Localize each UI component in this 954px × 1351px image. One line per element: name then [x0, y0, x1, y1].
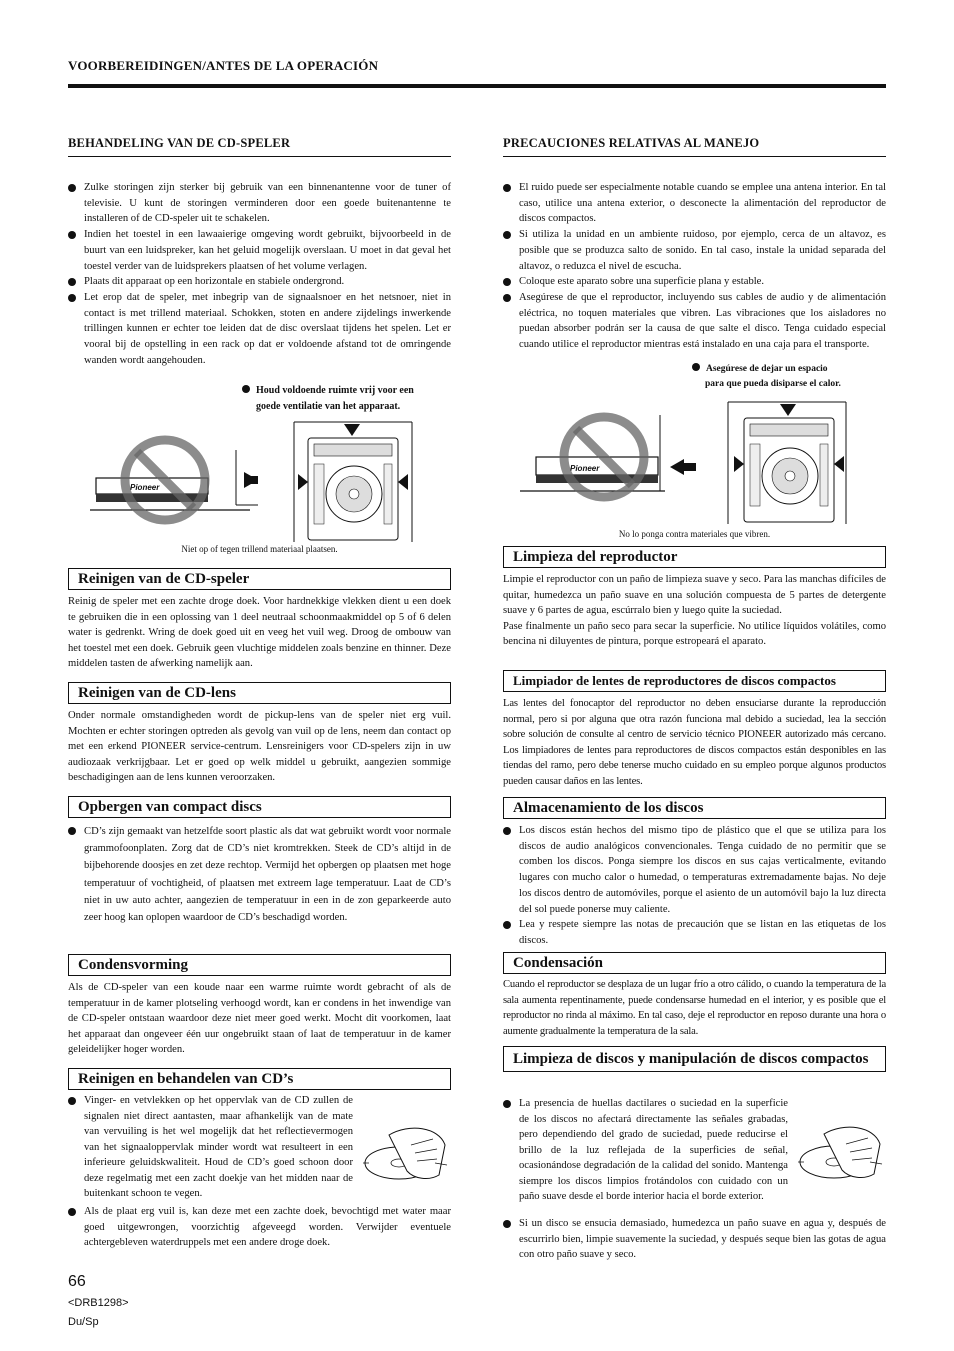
document-code: <DRB1298> [68, 1297, 129, 1309]
section-body-condensvorming: Als de CD-speler van een koude naar een warme ruimte wordt gebracht of als de temperatuur in de kamer plotseling verhoogd wordt, kan er condens in het inwendige van de CD-speler ontstaan waardoor deze niet meer goed werkt. Mocht dit voorkomen, laat het apparaat dan ongeveer één uur ongebruikt staan of laat de temperatuur in de kamer geleidelijker hoger worden. [68, 982, 451, 1055]
bullet-icon [68, 827, 76, 835]
bullet-icon [68, 294, 76, 302]
cd-player-ventilation-illustration-es [722, 398, 856, 526]
bullet-icon [503, 827, 511, 835]
page-header-title: VOORBEREIDINGEN/ANTES DE LA OPERACIÓN [68, 58, 379, 73]
list-item: Asegúrese de que el reproductor, incluyendo sus cables de audio y de alimentación eléctrica, no toquen materiales que vibren. Las vibraciones que los aisladores no puedan absorber podrán ser la causa de que salte el disco. Tenga cuidado especial cuando utilice el reproductor mientras está instalado en una caja para el transporte. [503, 290, 886, 353]
section-body-limpiador-lentes: Las lentes del fonocaptor del reproductor no deben ensuciarse durante la reproducción normal, pero si por alguna que otra razón funciona mal debido a suciedad, lea la sección sobre solución de consulte al centro de servicio técnico PIONEER autorizado más cercano. Los limpiadores de lentes para reproductores de discos compactos están desponibles en las tiendas del ramo, pero debe tenerse mucho cuidado en su empleo porque algunos productos pueden causar daños en las lentes. [503, 698, 886, 787]
section-body-limpieza-reproductor: Limpie el reproductor con un paño de limpieza suave y seco. Para las manchas difíciles de quitar, humedezca un paño suave en una solución compuesta de 5 partes de detergente suave y 6 partes de agua, escúrralo bien y luego quite la suciedad. Pase finalmente un paño seco para secar la superficie. No utilice líquidos volátiles, como bencina ni diluyentes de pintura, porque estropeará el aparato. [503, 574, 887, 647]
section-title-condensvorming: Condensvorming [68, 954, 451, 976]
right-figure-caption: No lo ponga contra materiales que vibren. [618, 529, 771, 539]
left-bullet-list [68, 180, 451, 368]
bullet-icon [68, 1097, 76, 1105]
section-body-reinigen-speler: Reinig de speler met een zachte droge doek. Voor hardnekkige vlekken dient u een doek te gebruiken die in een oplossing van 1 deel neutraal schoonmaakmiddel op 5 of 6 delen water is gedrenkt. Wring de doek goed uit en veeg het vuil weg. Droog de ombouw van het toestel met een doek. Gebruik geen vluchtige middelen zoals benzine en thinner. Deze middelen tasten de afwerking namelijk aan. [68, 596, 451, 669]
limpieza-discos-bullet-2: Si un disco se ensucia demasiado, humedezca un paño suave en agua y, después de escurrirlo bien, limpie suavemente la suciedad, y después seque bien las gotas de agua con otro paño suave y seco. [519, 1216, 886, 1263]
bullet-icon [503, 1220, 511, 1228]
opbergen-bullet-list [68, 823, 451, 926]
list-item: Let erop dat de speler, met inbegrip van de signaalsnoer en het netsnoer, niet in contact is met trillend materiaal. Schokken, stoten en andere zijdelings inwerkende trillingen kunnen er echter toe leiden dat de disc overslaat tijdens het spelen. Let er vooral bij de opstelling in een rack op dat er voldoende afstand tot de omringende wanden wordt aangehouden. [68, 290, 451, 369]
wall-arrow-illustration [220, 450, 260, 510]
list-item: CD’s zijn gemaakt van hetzelfde soort plastic als dat wat gebruikt wordt voor normale grammofoonplaten. Zorg dat de CD’s niet kromtrekken. Steek de CD’s altijd in de bijbehorende doosjes en zet deze rechtop. Vermijd het opbergen op plaatsen met hoge temperatuur of vochtigheid, of plaatsen met extreem lage temperatuur. Laat de CD’s niet in uw auto achter, aangezien de temperatuur in een in de zon geparkeerde auto zeer hoog kan oplopen waardoor de CD’s beschadigd worden. [68, 823, 451, 926]
list-item: Indien het toestel in een lawaaierige omgeving wordt gebruikt, bijvoorbeeld in de buurt van een luidspreker, kan het geluid mogelijk overslaan. U moet in dat geval het toestel verder van de luidsprekers plaatsen of het volume verlagen. [68, 227, 451, 274]
left-figure-note: Houd voldoende ruimte vrij voor een goede ventilatie van het apparaat. [242, 383, 414, 415]
reinigen-cds-bullet-1: Vinger- en vetvlekken op het oppervlak van de CD zullen de signalen niet direct aantasten, maar afhankelijk van de mate van vervuiling is het wel mogelijk dat het reflectievermogen van het signaaloppervlak minder wordt wat resulteert in een inferieure geluidskwaliteit. Houd de CD’s goed schoon door deze regelmatig met een zacht doekje van het midden naar de buitenkant schoon te vegen. [84, 1093, 451, 1202]
list-item: Los discos están hechos del mismo tipo de plástico que el que se utiliza para los discos de audio analógicos convencionales. Tenga cuidado de no permitir que se comben los discos. Ponga siempre los discos en sus cajas verticalmente, evitando lugares con mucho calor o humedad, o temperaturas extremadamente bajas. No deje los discos dentro de automóviles, porque el asiento de un automóvil bajo la luz directa del sol puede ponerse muy caliente. [503, 823, 886, 917]
left-subhead: BEHANDELING VAN DE CD-SPELER [68, 136, 291, 150]
bullet-icon [68, 184, 76, 192]
section-title-reinigen-cds: Reinigen en behandelen van CD’s [68, 1068, 451, 1090]
left-figure-caption: Niet op of tegen trillend materiaal plaatsen. [181, 544, 338, 554]
section-title-reinigen-speler: Reinigen van de CD-speler [68, 568, 451, 590]
right-subhead: PRECAUCIONES RELATIVAS AL MANEJO [503, 136, 760, 150]
section-title-opbergen: Opbergen van compact discs [68, 796, 451, 818]
svg-text:Pioneer: Pioneer [570, 464, 600, 473]
almacenamiento-bullet-list [503, 823, 886, 949]
bullet-icon [68, 231, 76, 239]
bullet-icon [68, 1208, 76, 1216]
header-rule [68, 84, 886, 88]
list-item: Si utiliza la unidad en un ambiente ruidoso, por ejemplo, cerca de un altavoz, es posible que se produzca salto de sonido. En tal caso, instale la unidad separada del altavoz, o reduzca el nivel de escucha. [503, 227, 886, 274]
section-title-limpiador-lentes: Limpiador de lentes de reproductores de discos compactos [503, 670, 886, 692]
list-item: Lea y respete siempre las notas de precaución que se listan en las etiquetas de los discos. [503, 917, 886, 948]
list-item: El ruido puede ser especialmente notable cuando se emplee una antena interior. En tal caso, utilice una antena exterior, o desconecte la alimentación del reproductor de discos compactos. [503, 180, 886, 227]
bullet-icon [503, 1100, 511, 1108]
disc-wiping-icon [359, 1115, 451, 1197]
section-title-almacenamiento: Almacenamiento de los discos [503, 797, 886, 819]
svg-text:Pioneer: Pioneer [130, 483, 160, 492]
reinigen-cds-bullet-2: Als de plaat erg vuil is, kan deze met een zachte doek, bevochtigd met water maar goed uitgewrongen, voorzichtig afgeveegd worden. Verwijder eventuele achtergebleven waterdruppels met een andere droge doek. [84, 1204, 451, 1251]
list-item: Coloque este aparato sobre una superficie plana y estable. [503, 274, 886, 290]
right-subhead-rule [503, 156, 886, 157]
right-bullet-list [503, 180, 886, 353]
bullet-icon [692, 363, 700, 371]
list-item: Zulke storingen zijn sterker bij gebruik van een binnenantenne voor de tuner of televisie. U kunt de storingen verminderen door een goede buitenantenne te installeren of de CD-speler uit te schakelen. [68, 180, 451, 227]
bullet-icon [503, 231, 511, 239]
bullet-icon [68, 278, 76, 286]
section-title-limpieza-discos: Limpieza de discos y manipulación de discos compactos [503, 1046, 886, 1072]
bullet-icon [503, 921, 511, 929]
right-figure-note: Asegúrese de dejar un espacio para que pueda disiparse el calor. [692, 362, 841, 392]
disc-wiping-icon [794, 1114, 886, 1196]
left-subhead-rule [68, 156, 451, 157]
language-code: Du/Sp [68, 1316, 99, 1328]
no-vibration-illustration-es [520, 405, 710, 515]
bullet-icon [503, 278, 511, 286]
list-item: Plaats dit apparaat op een horizontale en stabiele ondergrond. [68, 274, 451, 290]
section-body-condensacion: Cuando el reproductor se desplaza de un lugar frío a otro cálido, o cuando la temperatura de la sala aumenta repentinamente, puede condensarse humedad en el interior, y es posible que el reproductor no rinda al máximo. En tal caso, deje el reproductor en reposo durante una hora o aumente gradualmente la temperatura de la sala. [503, 979, 886, 1037]
page-number: 66 [68, 1273, 86, 1290]
section-title-reinigen-lens: Reinigen van de CD-lens [68, 682, 451, 704]
limpieza-discos-bullet-1: La presencia de huellas dactilares o suciedad en la superficie de los discos no afectará directamente las señales grabadas, pero dependiendo del grado de suciedad, puede reducirse el brillo de la luz reflejada de la superficies de señal, ocasionándose degradación de la calidad del sonido. Mantenga siempre los discos limpios frotándolos con cuidado con un paño suave desde el borde interior hacia el borde exterior. [519, 1096, 886, 1205]
cd-player-ventilation-illustration [292, 418, 422, 543]
section-title-limpieza-reproductor: Limpieza del reproductor [503, 546, 886, 568]
section-title-condensacion: Condensación [503, 952, 886, 974]
section-body-reinigen-lens: Onder normale omstandigheden wordt de pickup-lens van de speler niet erg vuil. Mochten er echter storingen optreden als gevolg van vuil op de lens, neem dan contact op met een erkend PIONEER service-centrum. Lensreinigers voor CD-spelers zijn in uw audiozaak verkrijgbaar. Let er goed op welk middel u gebruikt, aangezien sommige beschadigingen aan de lens kunnen veroorzaken. [68, 710, 451, 783]
bullet-icon [242, 385, 250, 393]
bullet-icon [503, 184, 511, 192]
bullet-icon [503, 294, 511, 302]
